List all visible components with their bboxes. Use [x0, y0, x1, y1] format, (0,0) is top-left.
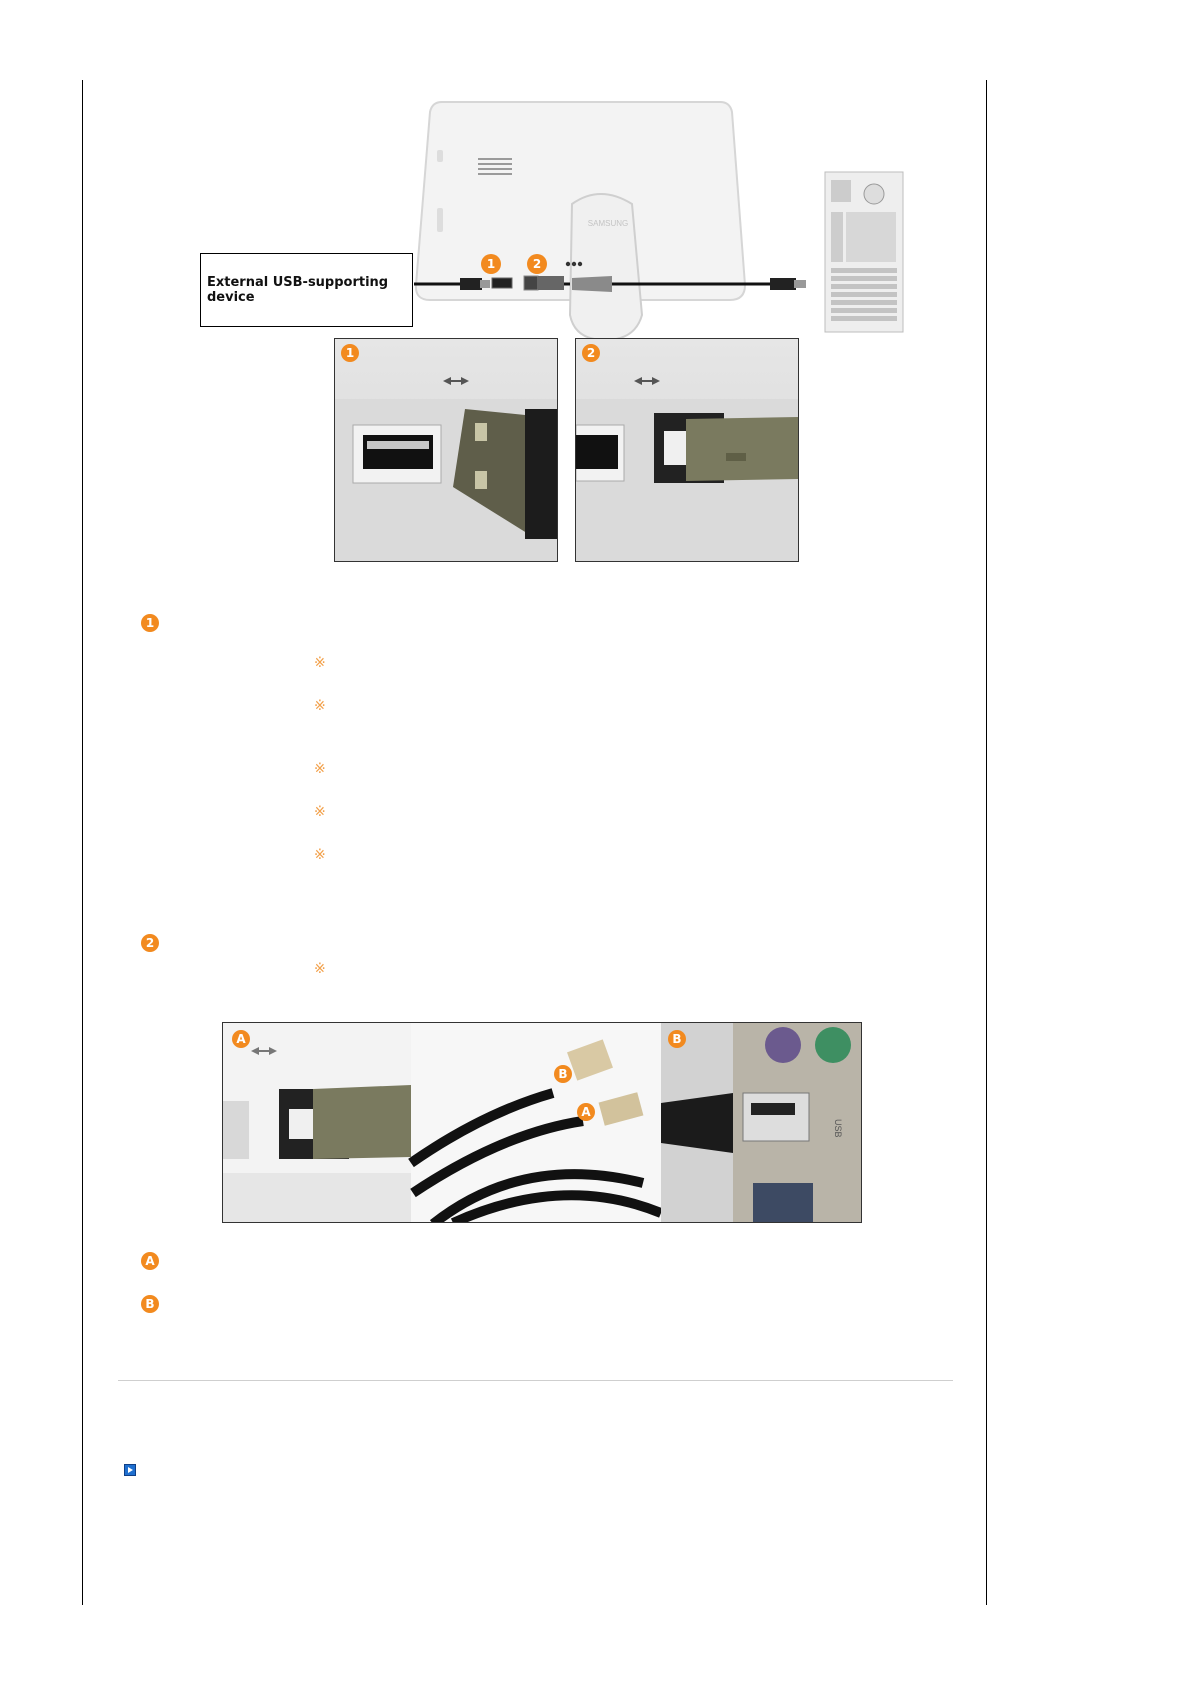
closeup-port-1: [334, 338, 558, 562]
legend-marker-b: B: [141, 1295, 159, 1313]
section-marker-2: 2: [141, 934, 159, 952]
closeup-port-2: [575, 338, 799, 562]
monitor-brand: SAMSUNG: [587, 219, 629, 228]
monitor-stand: [570, 194, 642, 340]
note-mark-3: ※: [314, 761, 326, 777]
note-mark-2: ※: [314, 698, 326, 714]
note-mark-1: ※: [314, 655, 326, 671]
next-arrow-icon[interactable]: [124, 1464, 136, 1476]
usb-b-port: [524, 276, 538, 290]
cable-label-b2: B: [668, 1030, 686, 1048]
cable-label-a2: A: [577, 1103, 595, 1121]
usb-icon: [443, 377, 469, 385]
port-callout-1: 1: [486, 257, 496, 271]
note-mark-6: ※: [314, 961, 326, 977]
cable-photo-strip: [222, 1022, 862, 1223]
section-marker-1: 1: [141, 614, 159, 632]
closeup-badge-1: 1: [341, 344, 359, 362]
port-usb-text: USB: [833, 1119, 843, 1138]
right-page-rule: [986, 80, 987, 1605]
cable-label-a1: A: [232, 1030, 250, 1048]
note-mark-4: ※: [314, 804, 326, 820]
pc-tower: [825, 172, 903, 332]
section-divider: [118, 1380, 953, 1381]
legend-marker-a: A: [141, 1252, 159, 1270]
port-callout-2: 2: [532, 257, 542, 271]
external-device-label: External USB-supporting device: [200, 253, 413, 327]
left-page-rule: [82, 80, 83, 1605]
cable-label-b1: B: [554, 1065, 572, 1083]
closeup-badge-2: 2: [582, 344, 600, 362]
usb-a-port: [492, 278, 512, 288]
note-mark-5: ※: [314, 847, 326, 863]
